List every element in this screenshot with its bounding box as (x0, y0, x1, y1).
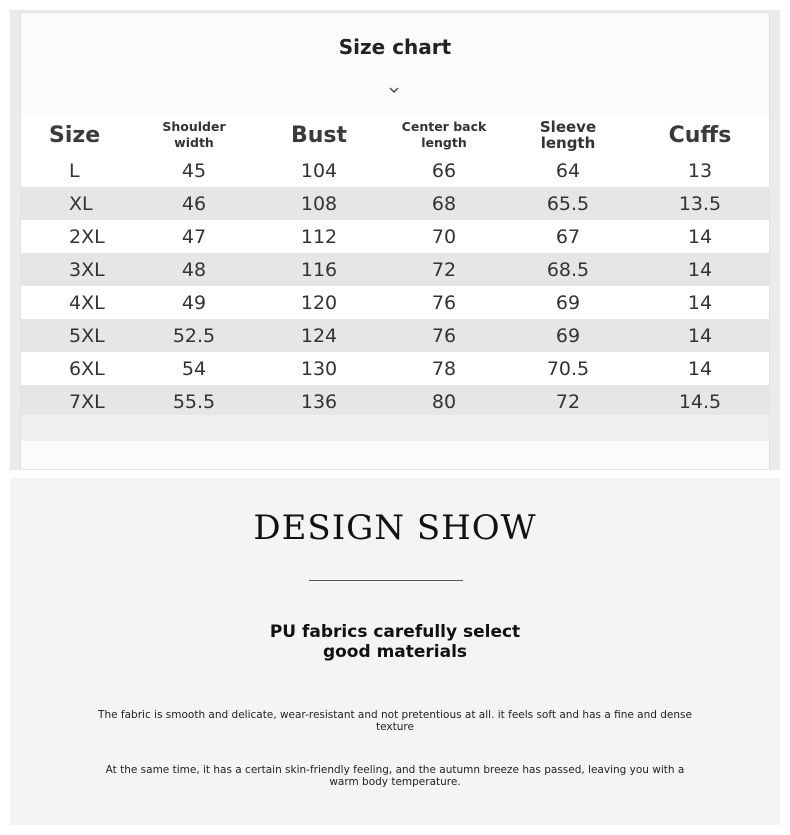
cell-size: L (21, 154, 133, 187)
cell-back: 80 (383, 385, 505, 418)
cell-back: 68 (383, 187, 505, 220)
header-size: Size (21, 116, 133, 154)
cell-sleeve: 69 (505, 319, 631, 352)
cell-sleeve: 70.5 (505, 352, 631, 385)
size-chart-footer-band (21, 415, 769, 441)
header-sleeve-line2: length (540, 134, 596, 152)
cell-shoulder: 55.5 (133, 385, 255, 418)
cell-bust: 120 (255, 286, 383, 319)
cell-size: 2XL (21, 220, 133, 253)
cell-bust: 124 (255, 319, 383, 352)
cell-cuffs: 14 (631, 352, 769, 385)
cell-back: 72 (383, 253, 505, 286)
cell-size: 4XL (21, 286, 133, 319)
header-shoulder-line1: Shoulder (162, 119, 226, 134)
design-show-title: DESIGN SHOW (253, 508, 537, 548)
cell-back: 78 (383, 352, 505, 385)
cell-back: 66 (383, 154, 505, 187)
cell-back: 70 (383, 220, 505, 253)
comfort-description: At the same time, it has a certain skin-friendly feeling, and the autumn breeze has passed, leaving you with a warm body temperature. (105, 764, 685, 788)
header-center-back-length (383, 116, 505, 154)
header-back-line2: length (421, 135, 467, 150)
cell-size: XL (21, 187, 133, 220)
cell-cuffs: 13 (631, 154, 769, 187)
cell-bust: 116 (255, 253, 383, 286)
cell-shoulder: 47 (133, 220, 255, 253)
cell-cuffs: 13.5 (631, 187, 769, 220)
size-chart-panel (10, 10, 780, 470)
cell-back: 76 (383, 319, 505, 352)
cell-size: 6XL (21, 352, 133, 385)
design-show-panel (10, 478, 780, 825)
cell-bust: 112 (255, 220, 383, 253)
cell-shoulder: 52.5 (133, 319, 255, 352)
design-subtitle (10, 622, 780, 662)
size-table (21, 116, 769, 418)
cell-sleeve: 65.5 (505, 187, 631, 220)
table-row (21, 319, 769, 352)
cell-cuffs: 14 (631, 220, 769, 253)
table-row (21, 352, 769, 385)
header-sleeve-length (505, 116, 631, 154)
table-row (21, 385, 769, 418)
cell-bust: 130 (255, 352, 383, 385)
cell-shoulder: 48 (133, 253, 255, 286)
size-chart-title: Size chart (338, 35, 452, 59)
cell-sleeve: 67 (505, 220, 631, 253)
header-shoulder-line2: width (174, 135, 214, 150)
table-row (21, 154, 769, 187)
table-row (21, 253, 769, 286)
table-row (21, 286, 769, 319)
cell-shoulder: 45 (133, 154, 255, 187)
cell-cuffs: 14 (631, 253, 769, 286)
cell-cuffs: 14 (631, 286, 769, 319)
cell-bust: 104 (255, 154, 383, 187)
cell-size: 5XL (21, 319, 133, 352)
cell-shoulder: 49 (133, 286, 255, 319)
cell-sleeve: 69 (505, 286, 631, 319)
cell-sleeve: 64 (505, 154, 631, 187)
cell-cuffs: 14 (631, 319, 769, 352)
cell-size: 7XL (21, 385, 133, 418)
design-subtitle-line2: good materials (322, 642, 468, 662)
chevron-down-icon (389, 85, 399, 95)
cell-bust: 108 (255, 187, 383, 220)
cell-sleeve: 68.5 (505, 253, 631, 286)
table-row (21, 220, 769, 253)
cell-bust: 136 (255, 385, 383, 418)
cell-sleeve: 72 (505, 385, 631, 418)
header-sleeve-line1: Sleeve (539, 118, 597, 136)
fabric-description: The fabric is smooth and delicate, wear-resistant and not pretentious at all. it feels soft and has a fine and dense texture (98, 709, 692, 733)
cell-back: 76 (383, 286, 505, 319)
size-chart-card (20, 12, 770, 470)
header-bust: Bust (255, 116, 383, 154)
size-table-header (21, 116, 769, 154)
design-subtitle-line1: PU fabrics carefully select (269, 622, 521, 642)
title-divider (309, 580, 463, 581)
header-shoulder-width (133, 116, 255, 154)
table-row (21, 187, 769, 220)
cell-shoulder: 46 (133, 187, 255, 220)
header-cuffs: Cuffs (631, 116, 769, 154)
cell-cuffs: 14.5 (631, 385, 769, 418)
cell-size: 3XL (21, 253, 133, 286)
cell-shoulder: 54 (133, 352, 255, 385)
header-back-line1: Center back (401, 119, 487, 134)
